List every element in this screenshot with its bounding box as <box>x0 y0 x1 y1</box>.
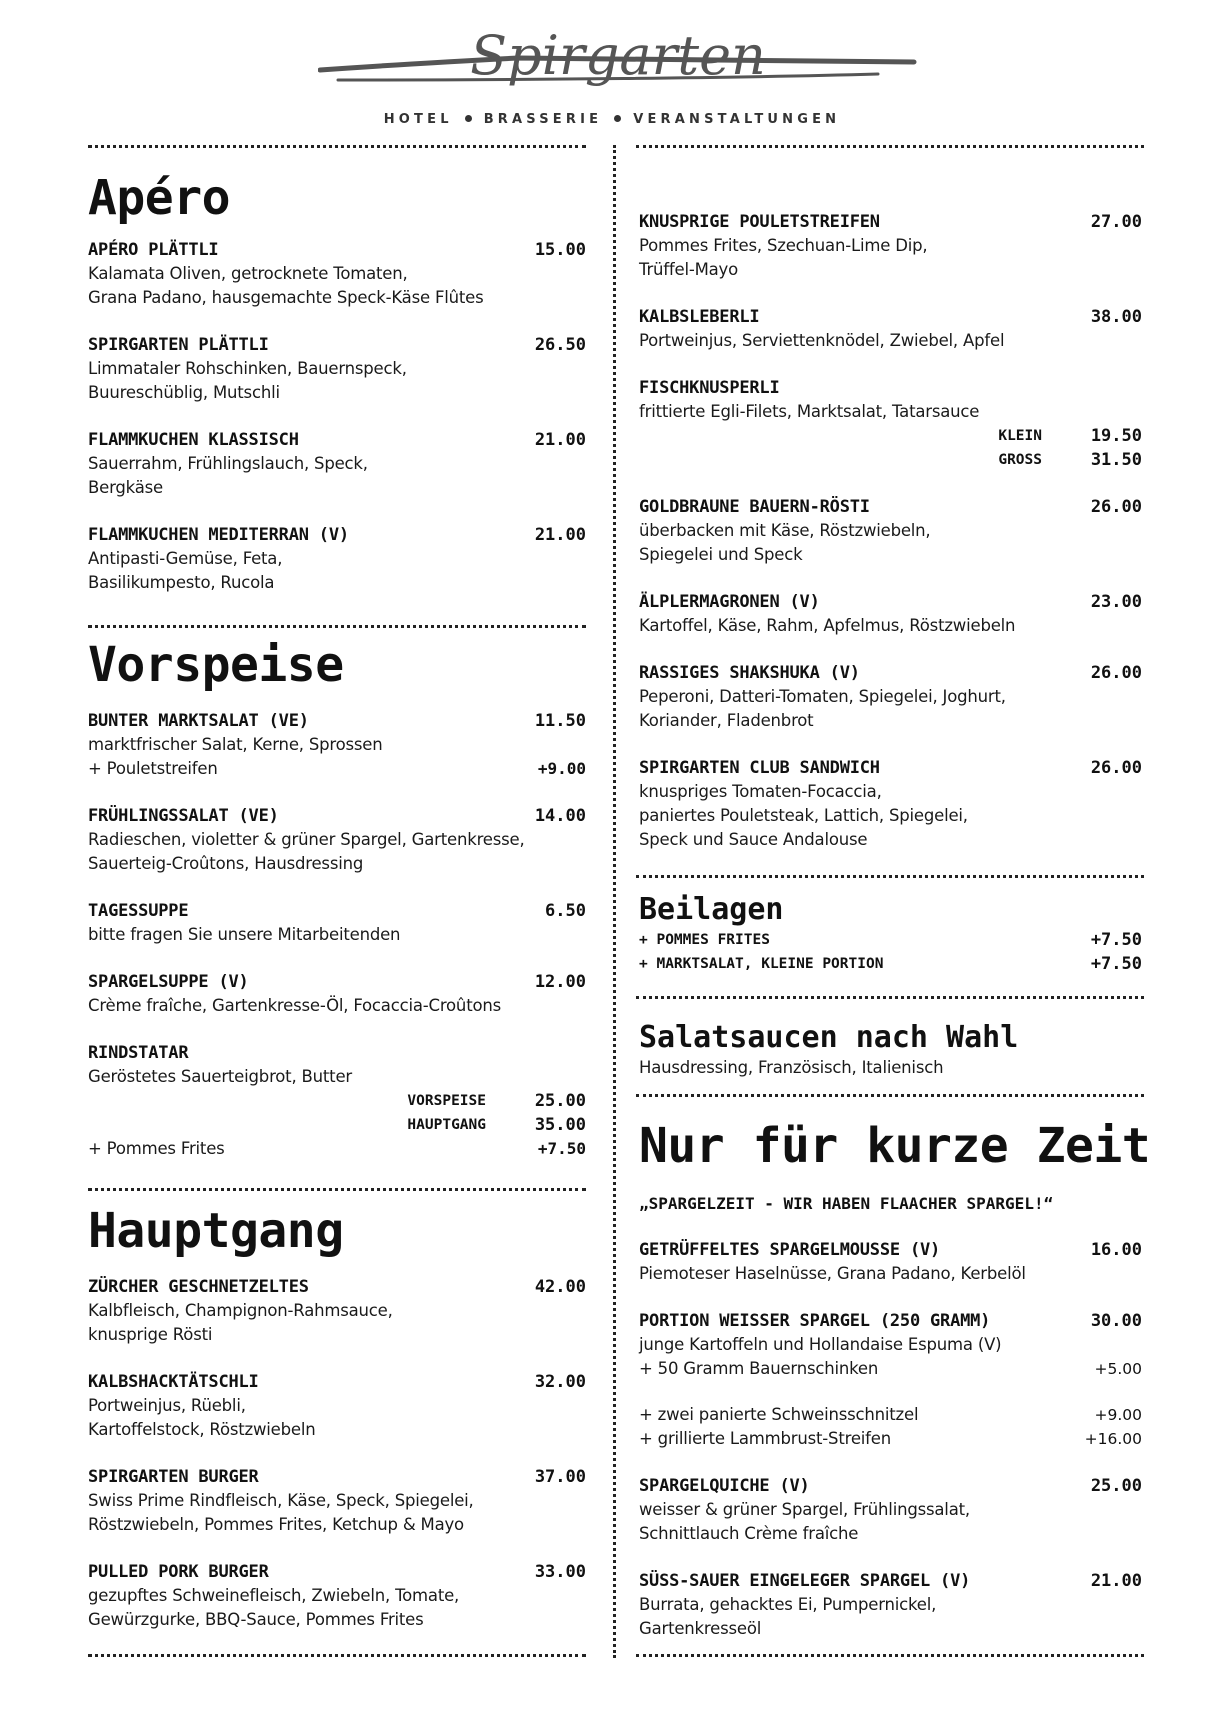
salatsaucen-options: Hausdressing, Französisch, Italienisch <box>639 1058 944 1077</box>
item-price: 33.00 <box>534 1562 586 1582</box>
addon-price: +5.00 <box>1094 1360 1142 1378</box>
section-title-apero: Apéro <box>88 170 230 226</box>
rule-bottom-right <box>636 1654 1144 1657</box>
rule-bottom-left <box>88 1654 586 1657</box>
item-price: 38.00 <box>1090 307 1142 327</box>
item-price: 27.00 <box>1090 212 1142 232</box>
item-price: 42.00 <box>534 1277 586 1297</box>
section-title-salatsaucen: Salatsaucen nach Wahl <box>639 1020 1019 1055</box>
right-column <box>639 210 1151 1641</box>
item-price: 15.00 <box>534 240 586 260</box>
menu-item-eingelegter-spargel: SÜSS-SAUER EINGELEGER SPARGEL (V) 21.00 Burrata, gehacktes Ei, Pumpernickel, Gartenkresseöl <box>639 1571 1142 1638</box>
spirgarten-logo <box>318 28 918 100</box>
item-price: 26.00 <box>1090 497 1142 517</box>
item-price: 26.00 <box>1090 758 1142 778</box>
menu-item-rindstatar: RINDSTATAR Geröstetes Sauerteigbrot, Butter VORSPEISE 25.00 HAUPTGANG 35.00 + Pommes Frites +7.50 <box>88 1041 586 1161</box>
logo-wordmark: Spirgarten <box>470 28 766 87</box>
item-price: 37.00 <box>534 1467 586 1487</box>
item-price: 12.00 <box>534 972 586 992</box>
item-price: 14.00 <box>534 806 586 826</box>
menu-item-knusprige-pouletstreifen: KNUSPRIGE POULETSTREIFEN 27.00 Pommes Frites, Szechuan-Lime Dip, Trüffel-Mayo <box>639 212 1142 279</box>
item-price: 32.00 <box>534 1372 586 1392</box>
variant-gross: GROSS 31.50 <box>998 450 1142 470</box>
column-divider <box>613 145 616 1658</box>
side-marktsalat: + MARKTSALAT, KLEINE PORTION +7.50 <box>639 954 1142 974</box>
menu-item-tagessuppe: TAGESSUPPE 6.50 bitte fragen Sie unsere Mitarbeitenden <box>88 901 586 944</box>
addon-price: +9.00 <box>1094 1406 1142 1424</box>
menu-item-pulled-pork-burger: PULLED PORK BURGER 33.00 gezupftes Schweinefleisch, Zwiebeln, Tomate, Gewürzgurke, BBQ-Sauce, Pommes Frites <box>88 1562 586 1629</box>
item-price: 21.00 <box>534 430 586 450</box>
menu-item-flammkuchen-klassisch: FLAMMKUCHEN KLASSISCH 21.00 Sauerrahm, Frühlingslauch, Speck, Bergkäse <box>88 430 586 497</box>
item-price: 21.00 <box>534 525 586 545</box>
menu-item-spargelquiche: SPARGELQUICHE (V) 25.00 weisser & grüner Spargel, Frühlingssalat, Schnittlauch Crème fraîche <box>639 1476 1142 1543</box>
side-pommes-frites: + POMMES FRITES +7.50 <box>639 930 1142 950</box>
addon-label: + Pouletstreifen <box>88 759 218 778</box>
item-price: 23.00 <box>1090 592 1142 612</box>
rule-top-left <box>88 145 586 148</box>
menu-item-kalbsleberli: KALBSLEBERLI 38.00 Portweinjus, Serviettenknödel, Zwiebel, Apfel <box>639 307 1142 350</box>
menu-item-zuercher-geschnetzeltes: ZÜRCHER GESCHNETZELTES 42.00 Kalbfleisch, Champignon-Rahmsauce, knusprige Rösti <box>88 1277 586 1344</box>
spargelzeit-quote: „SPARGELZEIT - WIR HABEN FLAACHER SPARGEL!“ <box>639 1194 1054 1213</box>
section-title-beilagen: Beilagen <box>639 892 784 927</box>
item-price: 26.00 <box>1090 663 1142 683</box>
addon-label: + grillierte Lammbrust-Streifen <box>639 1429 891 1448</box>
menu-item-club-sandwich: SPIRGARTEN CLUB SANDWICH 26.00 knuspriges Tomaten-Focaccia, paniertes Pouletsteak, Lattich, Spiegelei, Speck und Sauce Andalouse <box>639 758 1142 849</box>
addon-label: + Pommes Frites <box>88 1139 225 1158</box>
rule-top-right <box>636 145 1144 148</box>
menu-item-spirgarten-plaettli: SPIRGARTEN PLÄTTLI 26.50 Limmataler Rohschinken, Bauernspeck, Buureschüblig, Mutschli <box>88 335 586 402</box>
side-price: +7.50 <box>1090 954 1142 974</box>
section-title-hauptgang: Hauptgang <box>88 1203 344 1259</box>
addon-label: + 50 Gramm Bauernschinken <box>639 1359 879 1378</box>
menu-item-fruehlingssalat: FRÜHLINGSSALAT (VE) 14.00 Radieschen, violetter & grüner Spargel, Gartenkresse, Sauerteig-Croûtons, Hausdressing <box>88 806 586 873</box>
menu-item-weisser-spargel: PORTION WEISSER SPARGEL (250 GRAMM) 30.00 junge Kartoffeln und Hollandaise Espuma (V) + 50 Gramm Bauernschinken +5.00 + zwei panierte Schweinsschnitzel +9.00 + grillierte Lammbrust-Streifen +16.00 <box>639 1309 1142 1451</box>
menu-item-bauern-roesti: GOLDBRAUNE BAUERN-RÖSTI 26.00 überbacken mit Käse, Röstzwiebeln, Spiegelei und Speck <box>639 497 1142 564</box>
section-title-nur-fuer-kurze-zeit: Nur für kurze Zeit <box>639 1118 1151 1174</box>
menu-item-flammkuchen-mediterran: FLAMMKUCHEN MEDITERRAN (V) 21.00 Antipasti-Gemüse, Feta, Basilikumpesto, Rucola <box>88 525 586 592</box>
menu-item-apero-plaettli: APÉRO PLÄTTLI 15.00 Kalamata Oliven, getrocknete Tomaten, Grana Padano, hausgemachte Speck-Käse Flûtes <box>88 240 586 307</box>
addon-price: +9.00 <box>537 759 586 778</box>
section-title-vorspeise: Vorspeise <box>88 637 344 693</box>
menu-item-shakshuka: RASSIGES SHAKSHUKA (V) 26.00 Peperoni, Datteri-Tomaten, Spiegelei, Joghurt, Koriander, Fladenbrot <box>639 663 1142 730</box>
addon-price: +16.00 <box>1084 1430 1142 1448</box>
menu-item-bunter-marktsalat: BUNTER MARKTSALAT (VE) 11.50 marktfrischer Salat, Kerne, Sprossen + Pouletstreifen +9.00 <box>88 709 586 781</box>
menu-item-aelplermagronen: ÄLPLERMAGRONEN (V) 23.00 Kartoffel, Käse, Rahm, Apfelmus, Röstzwiebeln <box>639 592 1142 635</box>
addon-label: + zwei panierte Schweinsschnitzel <box>639 1405 919 1424</box>
variant-vorspeise: VORSPEISE 25.00 <box>407 1091 586 1111</box>
variant-hauptgang: HAUPTGANG 35.00 <box>407 1115 586 1135</box>
item-price: 21.00 <box>1090 1571 1142 1591</box>
addon-price: +7.50 <box>537 1139 586 1158</box>
item-price: 16.00 <box>1090 1240 1142 1260</box>
item-price: 11.50 <box>534 711 586 731</box>
item-price: 30.00 <box>1090 1311 1142 1331</box>
side-price: +7.50 <box>1090 930 1142 950</box>
variant-klein: KLEIN 19.50 <box>998 426 1142 446</box>
menu-item-fischknusperli: FISCHKNUSPERLI frittierte Egli-Filets, Marktsalat, Tatarsauce KLEIN 19.50 GROSS 31.50 <box>639 378 1142 470</box>
left-column <box>88 168 586 1632</box>
menu-item-spirgarten-burger: SPIRGARTEN BURGER 37.00 Swiss Prime Rindfleisch, Käse, Speck, Spiegelei, Röstzwiebeln, Pommes Frites, Ketchup & Mayo <box>88 1467 586 1534</box>
brand-subtitle: HOTEL BRASSERIE VERANSTALTUNGEN <box>383 112 841 127</box>
menu-item-kalbshacktaetschli: KALBSHACKTÄTSCHLI 32.00 Portweinjus, Rüebli, Kartoffelstock, Röstzwiebeln <box>88 1372 586 1439</box>
item-price: 6.50 <box>545 901 586 921</box>
menu-item-spargelmousse: GETRÜFFELTES SPARGELMOUSSE (V) 16.00 Piemoteser Haselnüsse, Grana Padano, Kerbelöl <box>639 1240 1142 1283</box>
item-price: 26.50 <box>534 335 586 355</box>
item-price: 25.00 <box>1090 1476 1142 1496</box>
menu-item-spargelsuppe: SPARGELSUPPE (V) 12.00 Crème fraîche, Gartenkresse-Öl, Focaccia-Croûtons <box>88 972 586 1015</box>
